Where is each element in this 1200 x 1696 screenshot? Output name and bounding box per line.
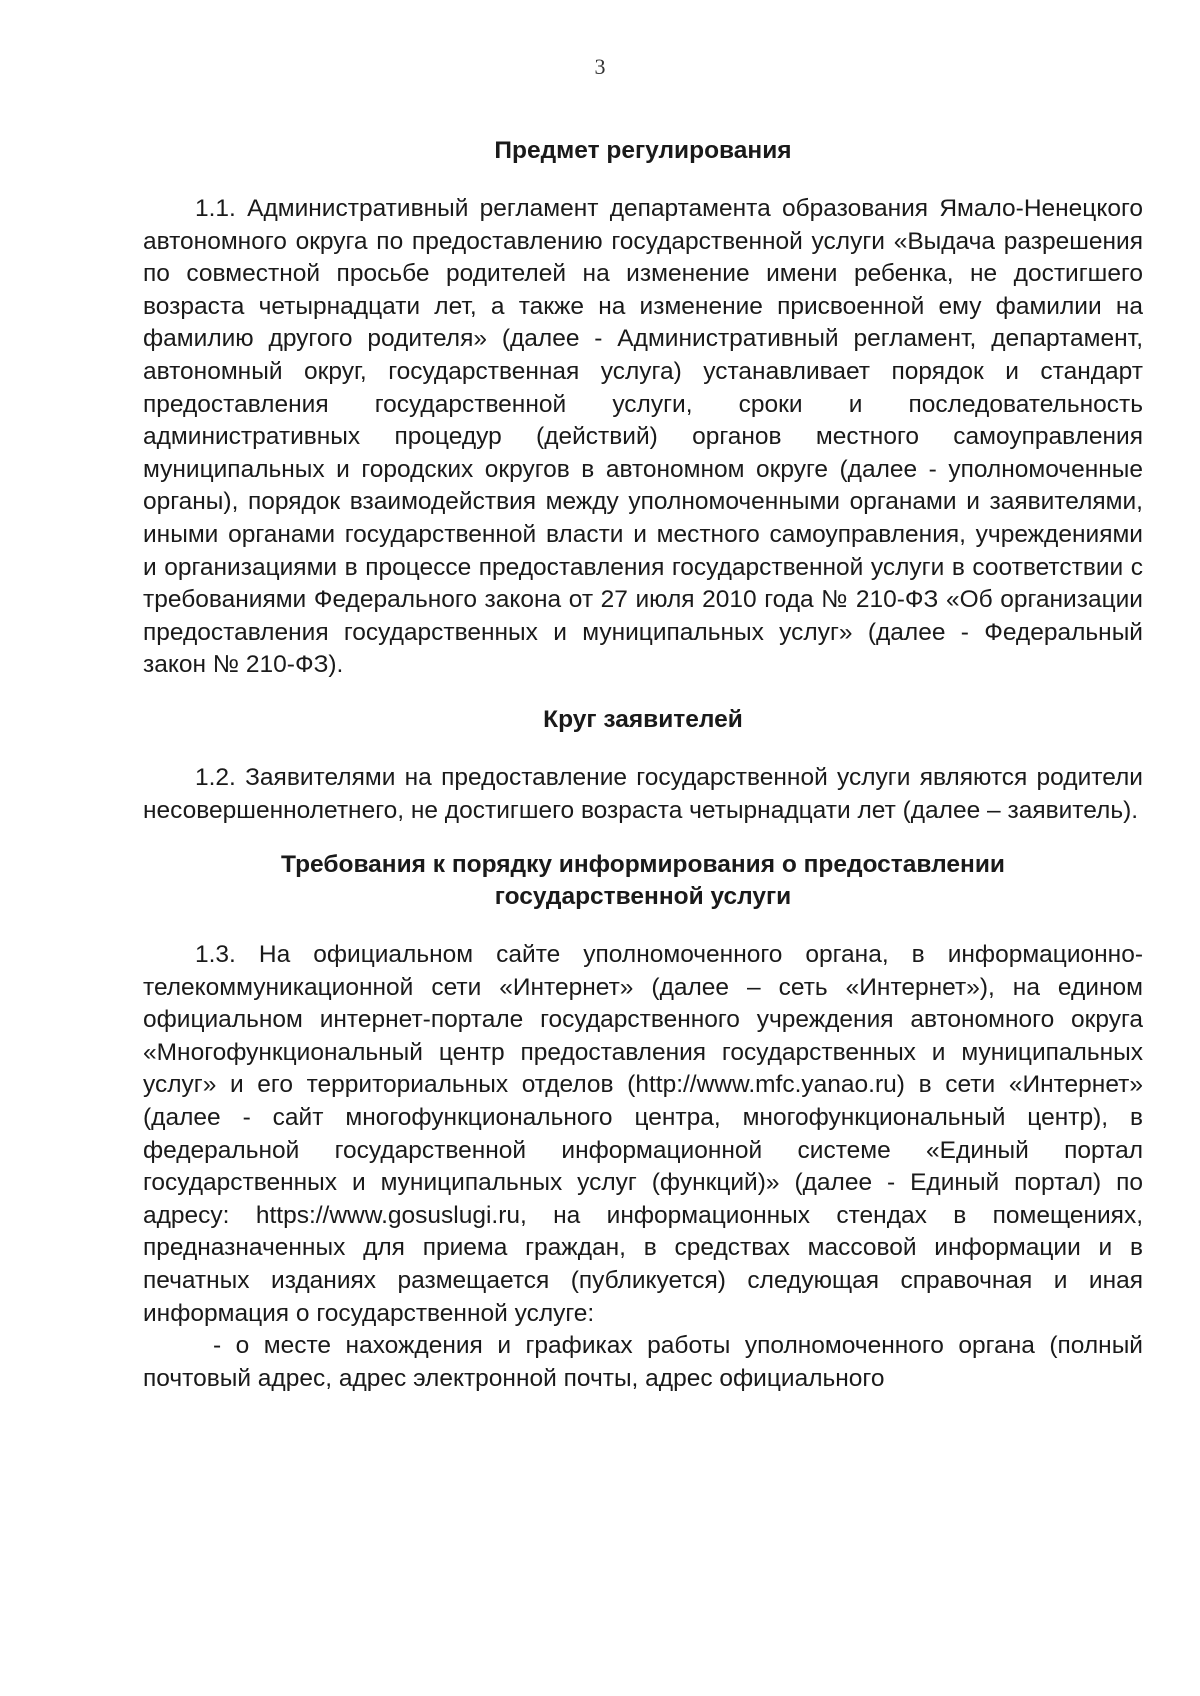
section-heading-requirements — [143, 849, 1143, 913]
paragraph-1-3: 1.3. На официальном сайте уполномоченного органа, в информационно-телекоммуникационной сети «Интернет» (далее – сеть «Интернет»), на едином официальном интернет-портале государственного учреждения автономного округа «Многофункциональный центр предоставления государственных и муниципальных услуг» и его территориальных отделов (http://www.mfc.yanao.ru) в сети «Интернет» (далее - сайт многофункционального центра, многофункциональный центр), в федеральной государственной информационной системе «Единый портал государственных и муниципальных услуг (функций)» (далее - Единый портал) по адресу: https://www.gosuslugi.ru, на информационных стендах в помещениях, предназначенных для приема граждан, в средствах массовой информации и в печатных изданиях размещается (публикуется) следующая справочная и иная информация о государственной услуге: — [143, 941, 1143, 1327]
page-number: 3 — [594, 54, 606, 79]
document-body — [143, 135, 1143, 1395]
list-item-location: - о месте нахождения и графиках работы уполномоченного органа (полный почтовый адрес, адрес электронной почты, адрес официального — [143, 1332, 1143, 1392]
section-heading-subject: Предмет регулирования — [494, 137, 792, 164]
paragraph-1-2: 1.2. Заявителями на предоставление государственной услуги являются родители несовершеннолетнего, не достигшего возраста четырнадцати лет (далее – заявитель). — [143, 763, 1143, 824]
section-heading-applicants: Круг заявителей — [543, 705, 743, 733]
paragraph-1-1: 1.1. Административный регламент департамента образования Ямало-Ненецкого автономного округа по предоставлению государственной услуги «Выдача разрешения по совместной просьбе родителей на изменение имени ребенка, не достигшего возраста четырнадцати лет, а также на изменение присвоенной ему фамилии на фамилию другого родителя» (далее - Административный регламент, департамент, автономный округ, государственная услуга) устанавливает порядок и стандарт предоставления государственной услуги, сроки и последовательность административных процедур (действий) органов местного самоуправления муниципальных и городских округов в автономном округе (далее - уполномоченные органы), порядок взаимодействия между уполномоченными органами и заявителями, иными органами государственной власти и местного самоуправления, учреждениями и организациями в процессе предоставления государственной услуги в соответствии с требованиями Федерального закона от 27 июля 2010 года № 210-ФЗ «Об организации предоставления государственных и муниципальных услуг» (далее - Федеральный закон № 210-ФЗ). — [143, 195, 1143, 679]
section-heading-requirements-line2: государственной услуги — [494, 883, 792, 911]
section-heading-requirements-line1: Требования к порядку информирования о предоставлении — [281, 851, 1005, 879]
